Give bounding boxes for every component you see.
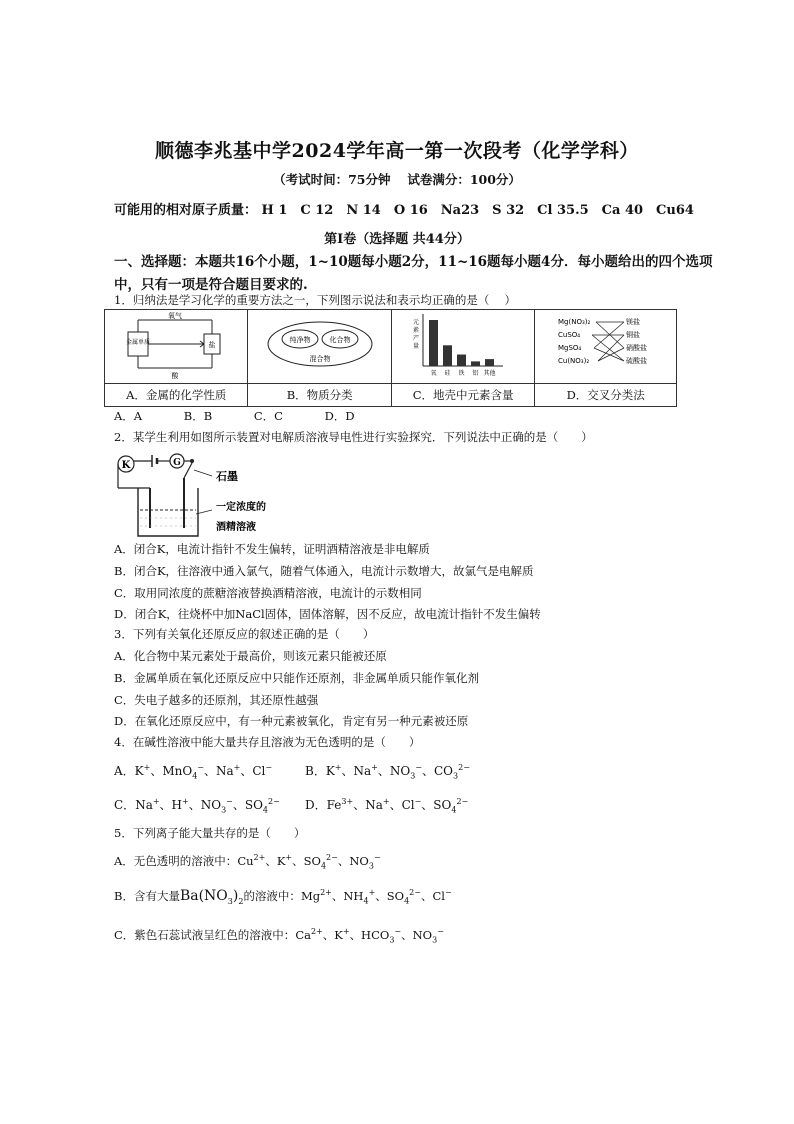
q2-option-b[interactable]: B．闭合K，往溶液中通入氯气，随着气体通入，电流计示数增大，故氯气是电解质 — [114, 564, 534, 578]
q1-choice-c[interactable]: C．C — [253, 409, 283, 423]
q3-option-a[interactable]: A．化合物中某元素处于最高价，则该元素只能被还原 — [114, 649, 387, 663]
q2-stem: 2．某学生利用如图所示装置对电解质溶液导电性进行实验探究．下列说法中正确的是（ ） — [114, 430, 593, 444]
fig-d-right-2: 铜盐 — [625, 331, 640, 339]
bar-3 — [471, 361, 480, 366]
q5-option-a[interactable]: A．无色透明的溶液中：$Cu^{2+}$、K+、$SO_4^{2-}$、$NO_3^-$ — [114, 853, 381, 871]
q3-option-d[interactable]: D．在氧化还原反应中，有一种元素被氧化，肯定有另一种元素被还原 — [114, 714, 469, 728]
fig-b-ellipse1: 纯净物 — [289, 336, 311, 344]
q2-option-c[interactable]: C．取用同浓度的蔗糖溶液替换酒精溶液，电流计的示数相同 — [114, 586, 422, 600]
q5-option-b[interactable]: B．含有大量$Ba(NO_3)_2$的溶液中：$Mg^{2+}$、$NH_4^+$、$SO_4^{2-}$、Cl− — [114, 888, 452, 906]
q5-option-c[interactable]: C．紫色石蕊试液呈红色的溶液中：$Ca^{2+}$、K+、$HCO_3^-$、$NO_3^-$ — [114, 927, 444, 945]
q1-figure-c — [391, 310, 534, 384]
fig-d-right-4: 硫酸盐 — [625, 357, 647, 365]
solution-label-2: 酒精溶液 — [216, 522, 256, 533]
fig-d-left-1: Mg(NO₃)₂ — [557, 318, 590, 326]
fig-d-left-3: MgSO₄ — [557, 344, 581, 352]
q2-apparatus-figure — [112, 448, 282, 538]
q1-caption-c: C．地壳中元素含量 — [391, 384, 534, 407]
bar-2 — [457, 355, 466, 367]
fig-c-ylabel-1: 元 — [413, 319, 420, 326]
fig-b-outer: 混合物 — [309, 355, 331, 363]
galvanometer-label: G — [173, 458, 181, 468]
fig-d-right-1: 镁盐 — [625, 318, 640, 326]
x-tick-label: 硅 — [444, 370, 451, 377]
x-tick-label: 铁 — [458, 370, 465, 377]
q5-stem: 5．下列离子能大量共存的是（ ） — [114, 826, 306, 840]
page-title: 顺德李兆基中学2024学年高一第一次段考（化学学科） — [155, 140, 639, 162]
q3-option-c[interactable]: C．失电子越多的还原剂，其还原性越强 — [114, 693, 319, 707]
switch-label: K — [121, 460, 131, 471]
fig-a-left-label: 金属单质 — [126, 339, 151, 346]
q4-stem: 4．在碱性溶液中能大量共存且溶液为无色透明的是（ ） — [114, 735, 421, 749]
q1-choice-a[interactable]: A．A — [114, 409, 143, 423]
q1-choice-d[interactable]: D．D — [324, 409, 355, 423]
q1-stem: 1．归纳法是学习化学的重要方法之一，下列图示说法和表示均正确的是（ ） — [114, 293, 516, 307]
q3-stem: 3．下列有关氧化还原反应的叙述正确的是（ ） — [114, 627, 375, 641]
fig-d-right-3: 硝酸盐 — [625, 344, 647, 352]
x-tick-label: 铝 — [472, 370, 479, 377]
bar-4 — [485, 359, 494, 366]
fig-b-ellipse2: 化合物 — [329, 336, 351, 344]
q4-option-b[interactable]: B．K+、Na+、$NO_3^-$、$CO_3^{2-}$ — [305, 763, 470, 781]
q4-option-a[interactable]: A．K+、MnO$_4$−、Na+、Cl− — [114, 763, 273, 781]
q1-caption-b: B．物质分类 — [248, 384, 391, 407]
instructions-line1: 一、选择题：本题共16个小题，1~10题每小题2分，11~16题每小题4分．每小题给出的四个选项 — [114, 254, 713, 270]
q1-figure-b — [248, 310, 391, 384]
fig-d-left-2: CuSO₄ — [557, 331, 580, 339]
q1-figure-table — [104, 309, 677, 407]
bar-0 — [429, 320, 438, 366]
fig-a-top-label: 氧气 — [168, 312, 183, 320]
electrode-label: 石墨 — [216, 470, 238, 483]
q1-figure-a — [105, 310, 248, 384]
q1-caption-d: D．交叉分类法 — [535, 384, 677, 407]
q3-option-b[interactable]: B．金属单质在氧化还原反应中只能作还原剂，非金属单质只能作氧化剂 — [114, 671, 479, 685]
q1-choices — [114, 408, 355, 424]
q1-choice-b[interactable]: B．B — [183, 409, 213, 423]
atomic-masses: 可能用的相对原子质量： H 1 C 12 N 14 O 16 Na23 S 32 Cl 35.5 Ca 40 Cu64 — [114, 203, 694, 218]
crust-element-chart — [393, 310, 533, 380]
x-tick-label: 其他 — [483, 370, 496, 377]
instructions-line2: 中，只有一项是符合题目要求的. — [114, 277, 308, 293]
section-title: 第Ⅰ卷（选择题 共44分） — [324, 232, 470, 247]
q1-figure-d — [535, 310, 677, 384]
q1-caption-a: A．金属的化学性质 — [105, 384, 248, 407]
fig-c-ylabel-4: 量 — [413, 343, 420, 350]
bar-1 — [443, 345, 452, 366]
fig-d-left-4: Cu(NO₃)₂ — [557, 357, 589, 365]
fig-c-ylabel-3: 产 — [413, 335, 420, 342]
q4-option-d[interactable]: D．$Fe^{3+}$、Na+、Cl−、$SO_4^{2-}$ — [305, 797, 469, 815]
fig-a-right-label: 盐 — [208, 341, 216, 349]
beaker — [138, 488, 198, 536]
q4-option-c[interactable]: C．Na+、H+、$NO_3^-$、$SO_4^{2-}$ — [114, 797, 280, 815]
fig-c-ylabel-2: 素 — [413, 327, 420, 334]
exam-info: （考试时间：75分钟 试卷满分：100分） — [273, 172, 521, 187]
solution-label-1: 一定浓度的 — [216, 502, 266, 513]
q2-option-a[interactable]: A．闭合K，电流计指针不发生偏转，证明酒精溶液是非电解质 — [114, 542, 430, 556]
q2-option-d[interactable]: D．闭合K，往烧杯中加NaCl固体，固体溶解，因不反应，故电流计指针不发生偏转 — [114, 607, 541, 621]
x-tick-label: 氧 — [430, 370, 437, 377]
fig-a-bottom-label: 酸 — [171, 372, 179, 380]
